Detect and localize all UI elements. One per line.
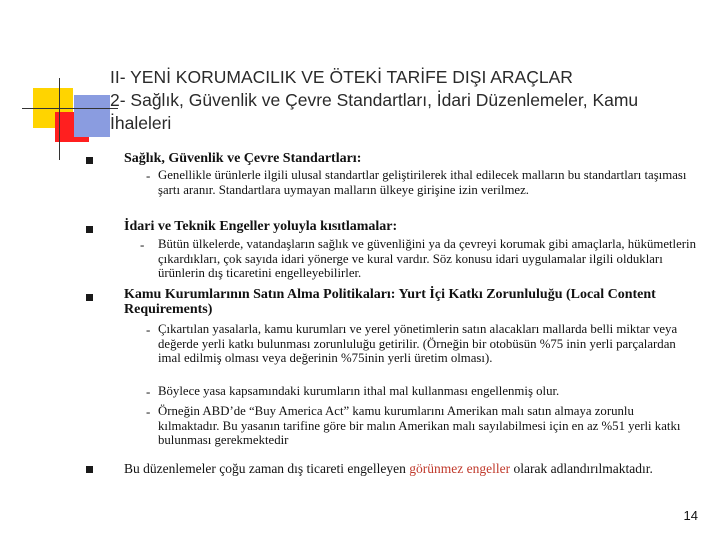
slide-title xyxy=(110,66,715,135)
closing-statement xyxy=(124,460,704,478)
bullet-square xyxy=(86,466,93,473)
page-number: 14 xyxy=(683,508,698,523)
closing-text-before: Bu düzenlemeler çoğu zaman dış ticareti engelleyen xyxy=(124,461,410,476)
closing-text-after: olarak adlandırılmaktadır. xyxy=(510,461,653,476)
decor-blue-square xyxy=(74,95,110,137)
section-1-item-1: Genellikle ürünlerle ilgili ulusal standartlar geliştirilerek ithal edilecek malların bu standartları taşıması şartı aranır. Standartlara uymayan malların ülkeye girişine izin verilmez. xyxy=(158,168,687,197)
section-3-item-1: Çıkartılan yasalarla, kamu kurumları ve yerel yönetimlerin satın alacakları mallarda belli miktar veya değerde yerli katkı bulunması zorunluluğu getirilir. (Örneğin bir otobüsün %75 inin yerli parçalardan imal edilmiş olması veya değerinin %75inin yerli üretim olması). xyxy=(158,322,678,365)
section-2-item-1: Bütün ülkelerde, vatandaşların sağlık ve güvenliğini ya da çevreyi korumak gibi amaçlarla, hükümetlerin çıkardıkları, çok sayıda idari yönerge ve kural vardır. Söz konusu idari uygulamalar ilgili oldukları ürünlerin dış ticaretini engelleyebilirler. xyxy=(158,237,697,280)
closing-highlight: görünmez engeller xyxy=(409,461,511,476)
dash-marker: - xyxy=(146,322,151,337)
section-3-item-3: Örneğin ABD’de “Buy America Act” kamu kurumlarını Amerikan malı satın almaya zorunlu kılmaktadır. Bu yasanın tarifine göre bir malın Amerikan malı sayılabilmesi için en az %51 yerli katkı bulunması gerekmektedir xyxy=(158,404,681,447)
section-heading-barriers: İdari ve Teknik Engeller yoluyla kısıtlamalar: xyxy=(124,219,398,234)
decor-vertical-line xyxy=(59,78,60,160)
section-heading-standards: Sağlık, Güvenlik ve Çevre Standartları: xyxy=(124,151,362,166)
dash-marker: - xyxy=(140,237,145,252)
bullet-square xyxy=(86,157,93,164)
section-heading-procurement: Kamu Kurumlarının Satın Alma Politikaları: Yurt İçi Katkı Zorunluluğu (Local Content Requirements) xyxy=(124,287,656,317)
section-3-item-2: Böylece yasa kapsamındaki kurumların ithal mal kullanması engellenmiş olur. xyxy=(158,384,560,398)
dash-marker: - xyxy=(146,168,151,183)
bullet-square xyxy=(86,294,93,301)
bullet-square xyxy=(86,226,93,233)
title-line-1: II- YENİ KORUMACILIK VE ÖTEKİ TARİFE DIŞI ARAÇLAR xyxy=(110,67,573,87)
title-line-2: 2- Sağlık, Güvenlik ve Çevre Standartları, İdari Düzenlemeler, Kamu xyxy=(110,90,639,110)
dash-marker: - xyxy=(146,384,151,399)
title-line-3: İhaleleri xyxy=(110,113,172,133)
dash-marker: - xyxy=(146,404,151,419)
decor-horizontal-line xyxy=(22,108,118,109)
